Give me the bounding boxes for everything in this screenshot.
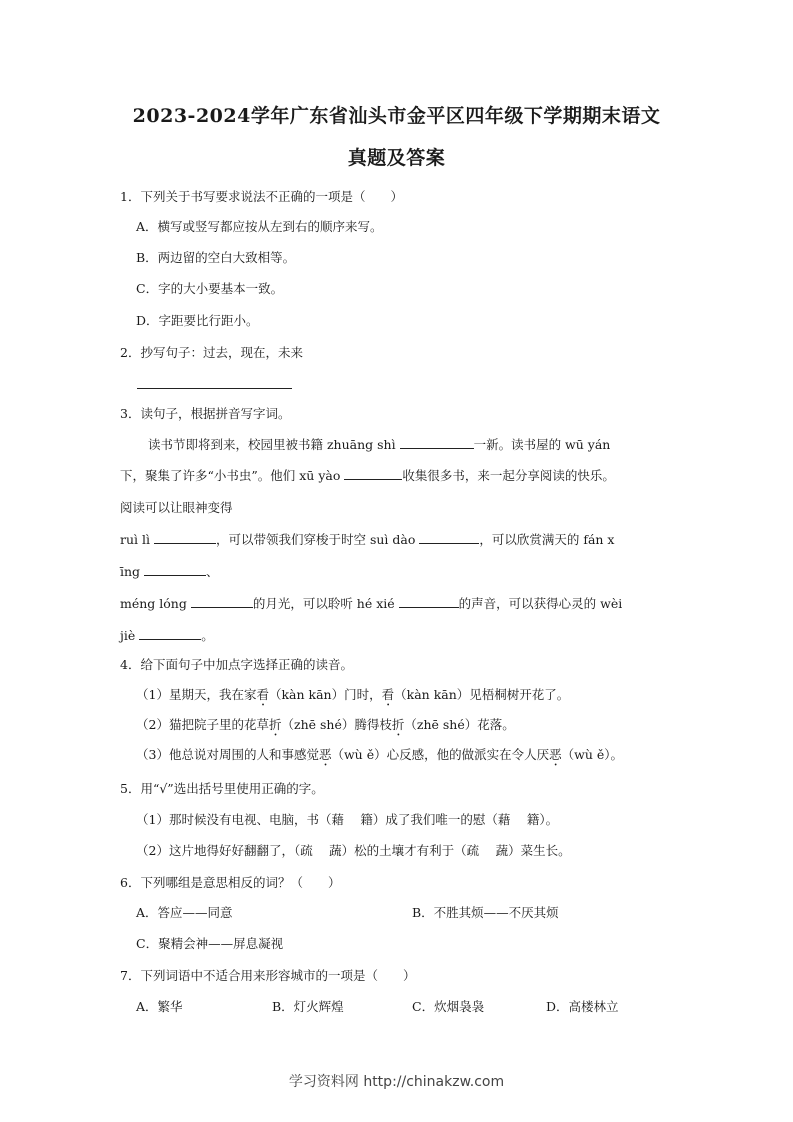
question-1-option-c: C．字的大小要基本一致。 xyxy=(136,281,284,296)
question-3-line-1 xyxy=(148,436,610,454)
question-3-line-7 xyxy=(120,627,214,645)
question-6-option-a: A．答应——同意 xyxy=(136,905,233,920)
q3-text: 下，聚集了许多“小书虫”。他们 xū yào xyxy=(120,468,345,483)
question-7-option-d: D．高楼林立 xyxy=(546,999,619,1014)
q4-text: （zhē shé）花落。 xyxy=(404,717,515,732)
question-5-stem: 5．用“√”选出括号里使用正确的字。 xyxy=(120,781,324,796)
q3-text: jiè xyxy=(120,628,140,643)
question-6-option-b: B．不胜其烦——不厌其烦 xyxy=(412,905,559,920)
q4-text: （kàn kān）见梧桐树开花了。 xyxy=(394,687,570,702)
answer-blank[interactable] xyxy=(399,595,459,608)
question-1-option-b: B．两边留的空白大致相等。 xyxy=(136,250,296,265)
question-3-stem: 3．读句子，根据拼音写字词。 xyxy=(120,406,291,421)
question-4-sentence-3 xyxy=(136,746,623,769)
question-4-stem: 4．给下面句子中加点字选择正确的读音。 xyxy=(120,657,353,672)
q3-text: 、 xyxy=(206,564,219,579)
q3-text: ，可以带领我们穿梭于时空 suì dào xyxy=(215,532,420,547)
document-title-line-2: 真题及答案 xyxy=(347,147,446,169)
q3-text: ，可以欣赏满天的 fán x xyxy=(479,532,615,547)
question-3-line-3: 阅读可以让眼神变得 xyxy=(120,500,233,515)
question-1-option-d: D．字距要比行距小。 xyxy=(136,313,259,328)
q3-text: ruì lì xyxy=(120,532,154,547)
question-5-sentence-2: （2）这片地得好好翻翻了，（疏 蔬）松的土壤才有利于（疏 蔬）菜生长。 xyxy=(136,843,571,858)
q3-text: méng lóng xyxy=(120,596,191,611)
q4-text: （3）他总说对周围的人和事感觉 xyxy=(136,747,319,762)
answer-blank[interactable] xyxy=(144,563,206,576)
question-6-stem: 6．下列哪组是意思相反的词？（ ） xyxy=(120,875,341,890)
question-4-sentence-2 xyxy=(136,716,515,739)
answer-blank[interactable] xyxy=(400,436,474,449)
question-3-line-6 xyxy=(120,595,622,613)
dotted-character: 折 xyxy=(391,717,405,732)
dotted-character: 恶 xyxy=(549,747,562,762)
question-5-sentence-1: （1）那时候没有电视、电脑，书（藉 籍）成了我们唯一的慰（藉 籍）。 xyxy=(136,812,559,827)
q3-text: 。 xyxy=(201,628,214,643)
question-7-stem: 7．下列词语中不适合用来形容城市的一项是（ ） xyxy=(120,968,416,983)
dotted-character: 看 xyxy=(256,687,269,702)
answer-blank[interactable] xyxy=(139,627,201,640)
q4-text: （1）星期天，我在家 xyxy=(136,687,257,702)
q3-text: 收集很多书，来一起分享阅读的快乐。 xyxy=(402,468,615,483)
q3-text: 的声音，可以获得心灵的 wèi xyxy=(458,596,623,611)
question-7-option-b: B．灯火辉煌 xyxy=(272,999,344,1014)
question-4-sentence-1 xyxy=(136,686,569,709)
answer-blank[interactable] xyxy=(154,531,216,544)
dotted-character: 折 xyxy=(268,717,282,732)
q3-text: 一新。读书屋的 wū yán xyxy=(473,437,611,452)
answer-blank[interactable] xyxy=(419,531,479,544)
q4-text: （wù ě）。 xyxy=(561,747,623,762)
question-2-stem: 2．抄写句子：过去，现在，未来 xyxy=(120,345,303,360)
question-3-line-2 xyxy=(120,467,615,485)
question-1-option-a: A．横写或竖写都应按从左到右的顺序来写。 xyxy=(136,219,383,234)
answer-blank[interactable] xyxy=(191,595,253,608)
question-1-stem: 1．下列关于书写要求说法不正确的一项是（ ） xyxy=(120,189,403,204)
footer-watermark: 学习资料网 http://chinakzw.com xyxy=(288,1074,505,1090)
q3-text: 的月光，可以聆听 hé xié xyxy=(252,596,399,611)
q4-text: （kàn kān）门时， xyxy=(268,687,382,702)
question-7-option-c: C．炊烟袅袅 xyxy=(412,999,485,1014)
q4-text: （wù ě）心反感，他的做派实在令人厌 xyxy=(331,747,550,762)
q4-text: （2）猫把院子里的花草 xyxy=(136,717,269,732)
q4-text: （zhē shé）腾得枝 xyxy=(281,717,392,732)
q3-text: 读书节即将到来，校园里被书籍 zhuāng shì xyxy=(148,437,400,452)
document-title-line-1: 2023-2024学年广东省汕头市金平区四年级下学期期末语文 xyxy=(132,105,661,127)
question-3-line-5 xyxy=(120,563,219,581)
question-3-line-4 xyxy=(120,531,614,549)
dotted-character: 看 xyxy=(381,687,395,702)
q3-text: īng xyxy=(120,564,145,579)
answer-blank[interactable] xyxy=(344,467,402,480)
question-7-option-a: A．繁华 xyxy=(136,999,183,1014)
question-6-option-c: C．聚精会神——屏息凝视 xyxy=(136,936,284,951)
answer-line-q2[interactable] xyxy=(137,388,292,389)
dotted-character: 恶 xyxy=(318,747,332,762)
